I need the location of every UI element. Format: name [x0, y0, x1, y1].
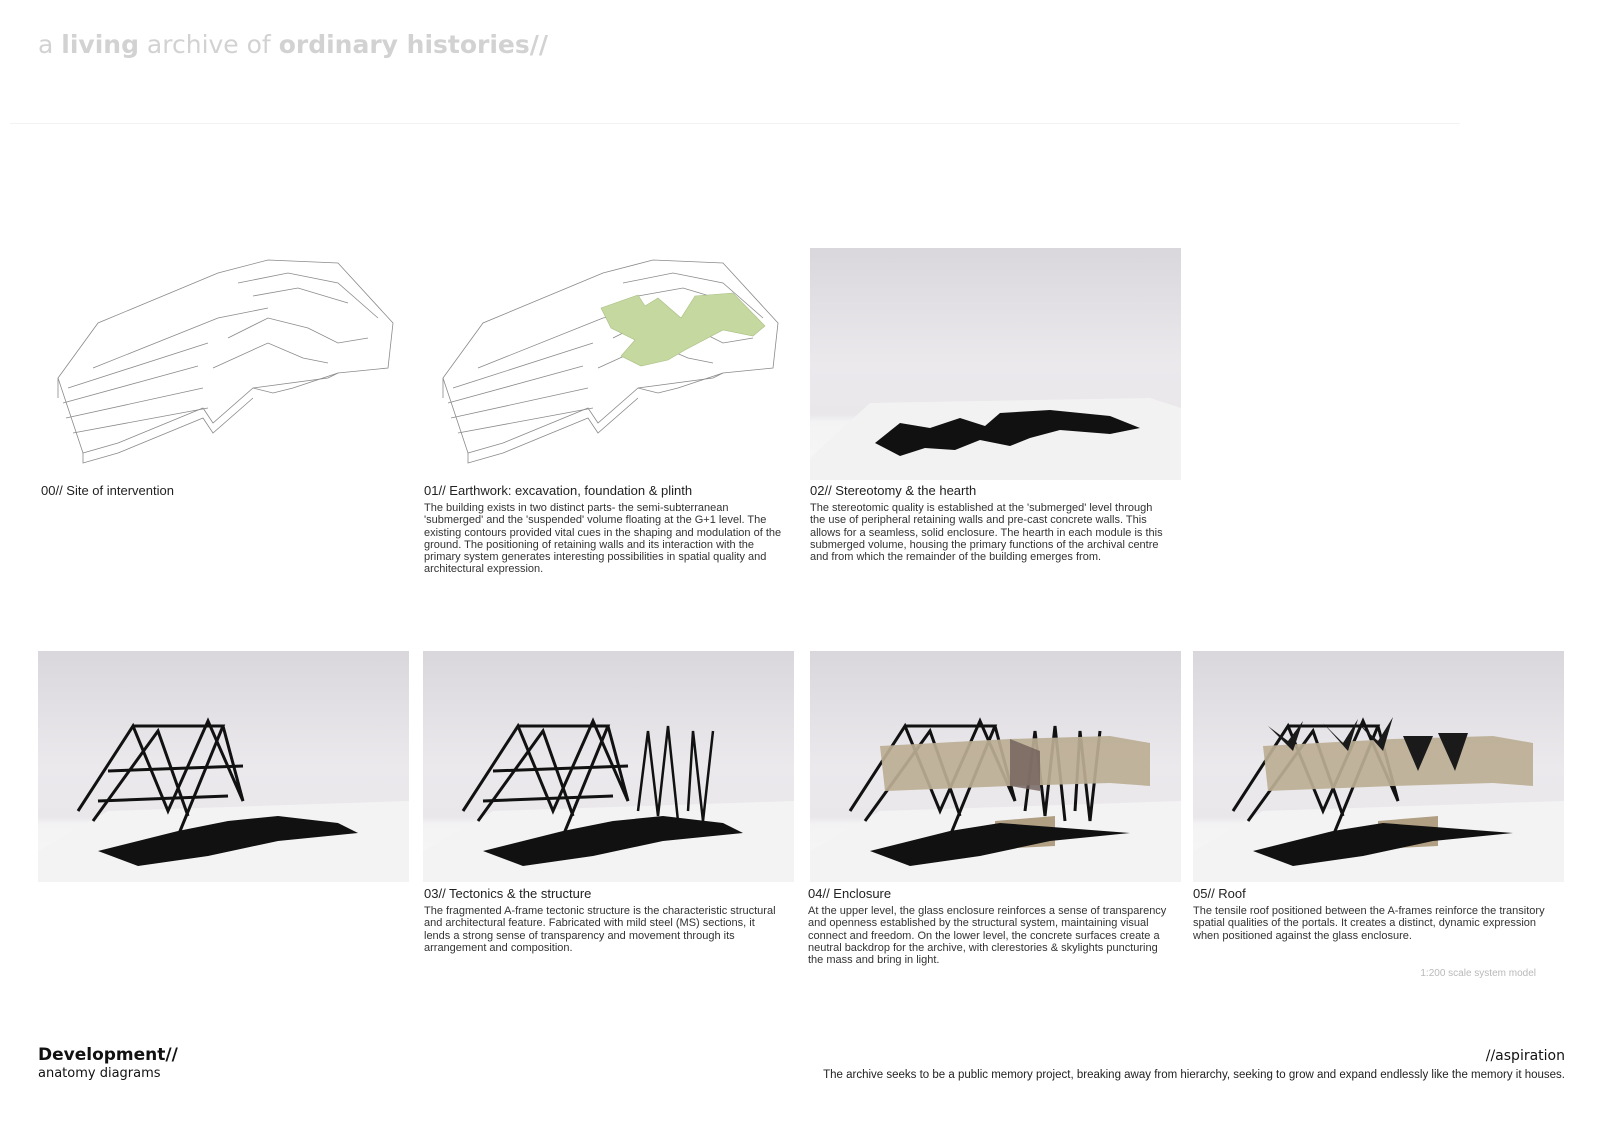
panel-description: The fragmented A-frame tectonic structure is the characteristic structural and architectural feature. Fabricated with mild steel (MS) sections, it lends a strong sense of transparency and movement through its arrangement and composition.	[424, 905, 776, 954]
aspiration-label: //aspiration	[1485, 1048, 1565, 1064]
site-drawing	[38, 248, 402, 476]
footer-subtitle: anatomy diagrams	[38, 1066, 161, 1081]
panel-caption: 00// Site of intervention	[41, 483, 174, 498]
panel-description: The tensile roof positioned between the A-frames reinforce the transitory spatial qualities of the portals. It creates a distinct, dynamic expression when positioned against the glass enclosure.	[1193, 905, 1545, 942]
earthwork-highlight	[601, 293, 765, 366]
panel-description: The stereotomic quality is established at the 'submerged' level through the use of peripheral retaining walls and pre-cast concrete walls. This allows for a seamless, solid enclosure. The hearth in each module is this submerged volume, housing the primary functions of the archival centre and from which the remainder of the building emerges from.	[810, 502, 1163, 564]
aspiration-statement: The archive seeks to be a public memory project, breaking away from hierarchy, seeking to grow and expand endlessly like the memory it houses.	[823, 1069, 1565, 1081]
stereotomy-photo	[810, 248, 1181, 480]
model-photo-base	[38, 651, 409, 882]
model-photo-enclosure	[810, 651, 1181, 882]
header-divider	[10, 123, 1460, 124]
page-title: a living archive of ordinary histories//	[38, 30, 549, 59]
panel-caption: 02// Stereotomy & the hearth	[810, 483, 977, 498]
earthwork-drawing	[423, 248, 787, 476]
model-photo-tectonics	[423, 651, 794, 882]
scale-note: 1:200 scale system model	[1420, 968, 1536, 979]
panel-caption: 05// Roof	[1193, 886, 1246, 901]
panel-caption: 03// Tectonics & the structure	[424, 886, 592, 901]
panel-description: At the upper level, the glass enclosure reinforces a sense of transparency and openness established by the structural system, maintaining visual connect and freedom. On the lower level, the concrete surfaces create a neutral backdrop for the archive, with clerestories & skylights puncturing the mass and bring in light.	[808, 905, 1167, 967]
panel-caption: 01// Earthwork: excavation, foundation & plinth	[424, 483, 693, 498]
panel-description: The building exists in two distinct parts- the semi-subterranean 'submerged' and the 'suspended' volume floating at the G+1 level. The existing contours provided vital cues in the shaping and modulation of the ground. The positioning of retaining walls and its interaction with the primary system generates interesting possibilities in spatial quality and architectural expression.	[424, 502, 782, 576]
footer-title: Development//	[38, 1045, 178, 1065]
model-photo-roof	[1193, 651, 1564, 882]
panel-caption: 04// Enclosure	[808, 886, 892, 901]
